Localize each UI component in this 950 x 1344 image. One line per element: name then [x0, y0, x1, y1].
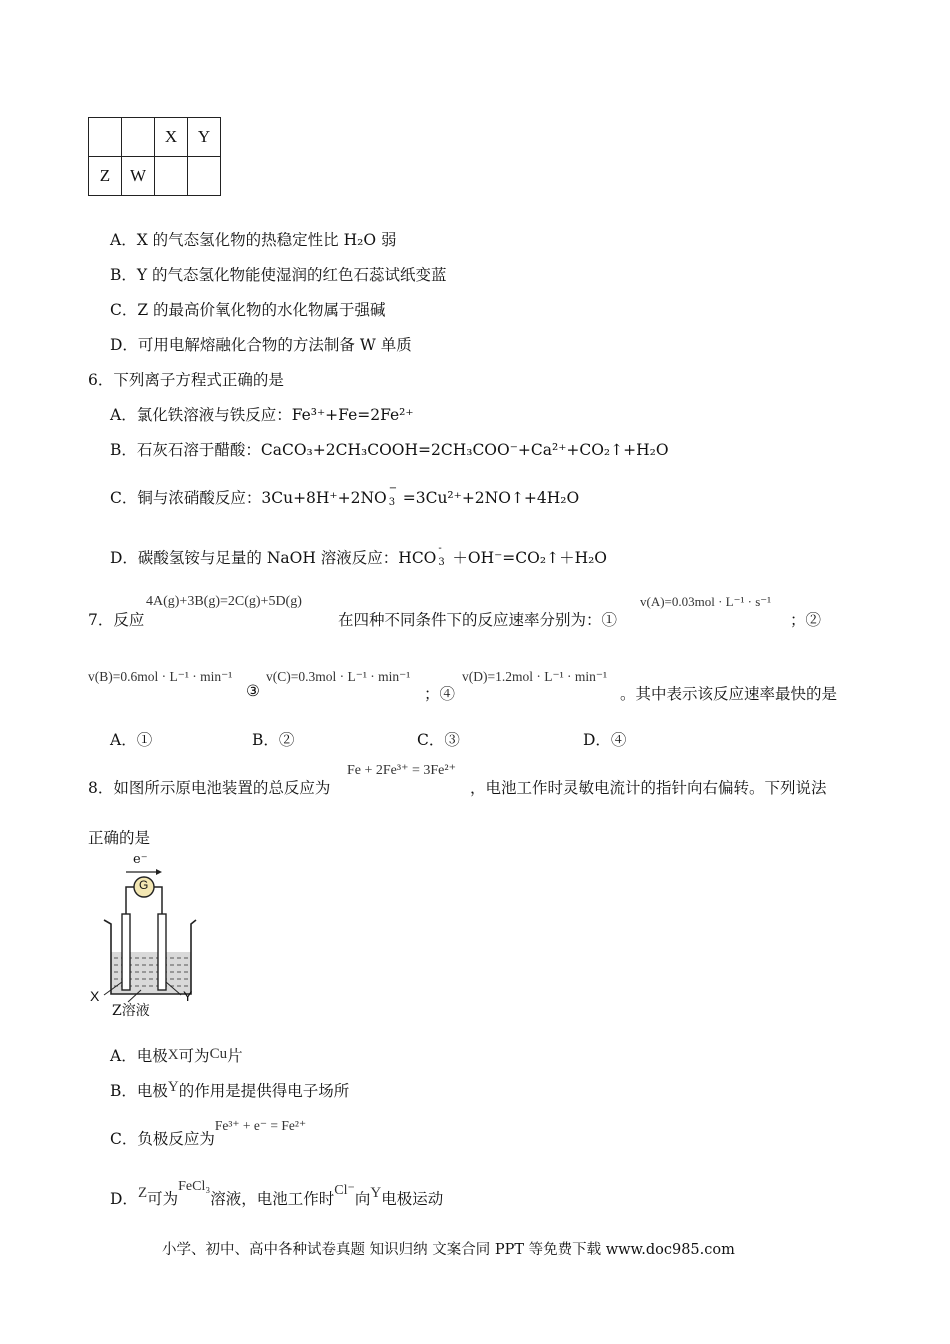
q7-rate-2: v(B)=0.6mol · L⁻¹ · min⁻¹	[88, 669, 233, 684]
fig-electron-label: e⁻	[133, 852, 148, 867]
wire-right	[154, 887, 162, 914]
electrode-y	[158, 914, 166, 990]
q7-equation: 4A(g)+3B(g)=2C(g)+5D(g)	[146, 594, 302, 609]
grid-cell: Z	[89, 157, 122, 196]
q8-a-post: 片	[227, 1047, 243, 1065]
q6-option-c	[110, 483, 580, 508]
q7-sep-3: ③	[246, 682, 260, 700]
q8-option-a	[110, 1044, 243, 1066]
q6-c-sup: 3	[388, 497, 396, 508]
fig-meter-label: G	[139, 878, 149, 892]
q6-c-pre: C．铜与浓硝酸反应：3Cu+8H⁺+2NO	[110, 489, 387, 507]
q8-a-cu: Cu	[209, 1046, 228, 1062]
q7-option-c: C．③	[417, 731, 460, 749]
grid-row	[89, 157, 221, 196]
q8-option-d	[110, 1179, 444, 1209]
q8-d-post: 电极运动	[381, 1190, 444, 1208]
q8-option-c	[110, 1118, 307, 1149]
q8-d-mid3: 向	[354, 1190, 371, 1208]
q8-a-x: X	[167, 1047, 179, 1063]
page-footer: 小学、初中、高中各种试卷真题 知识归纳 文案合同 PPT 等免费下载 www.doc985.com	[162, 1242, 735, 1258]
q5-option-c: C．Z 的最高价氧化物的水化物属于强碱	[110, 301, 386, 319]
q8-stem-post: ，电池工作时灵敏电流计的指针向右偏转。下列说法	[470, 779, 827, 797]
q8-a-pre: A．电极	[110, 1047, 168, 1065]
q7-option-d: D．④	[583, 731, 627, 749]
element-grid	[88, 117, 221, 196]
grid-cell	[188, 157, 221, 196]
q8-b-post: 的作用是提供得电子场所	[178, 1082, 350, 1100]
electrode-x	[122, 914, 130, 990]
grid-cell	[89, 118, 122, 157]
q8-b-y: Y	[167, 1079, 179, 1095]
q8-equation: Fe + 2Fe³⁺ = 3Fe²⁺	[347, 763, 456, 778]
q8-d-mid2: 溶液，电池工作时	[210, 1190, 335, 1208]
q5-option-a: A．X 的气态氢化物的热稳定性比 H₂O 弱	[110, 231, 397, 249]
q7-option-b: B．②	[252, 731, 295, 749]
q6-c-post: =3Cu²⁺+2NO↑+4H₂O	[402, 489, 580, 507]
q7-num: 7．反应	[88, 611, 145, 629]
q6-d-pre: D．碳酸氢铵与足量的 NaOH 溶液反应：HCO	[110, 549, 437, 567]
q8-d-fecl3: FeCl₃	[178, 1179, 211, 1194]
q8-c-pre: C．负极反应为	[110, 1130, 215, 1148]
q7-sep-2: ；②	[790, 611, 822, 629]
q8-d-y: Y	[370, 1185, 382, 1201]
q7-sep-4: ；④	[424, 685, 456, 703]
q6-d-bar: -	[438, 543, 442, 554]
q7-rate-3: v(C)=0.3mol · L⁻¹ · min⁻¹	[266, 669, 411, 684]
q5-option-b: B．Y 的气态氢化物能使湿润的红色石蕊试纸变蓝	[110, 266, 447, 284]
wire-left	[126, 887, 134, 914]
q7-rate-1: v(A)=0.03mol · L⁻¹ · s⁻¹	[640, 594, 772, 609]
q6-option-a: A．氯化铁溶液与铁反应：Fe³⁺+Fe=2Fe²⁺	[110, 406, 414, 424]
q8-c-eq: Fe³⁺ + e⁻ = Fe²⁺	[214, 1118, 307, 1133]
electron-arrowhead	[156, 869, 162, 875]
grid-cell: X	[155, 118, 188, 157]
q5-option-d: D．可用电解熔融化合物的方法制备 W 单质	[110, 336, 412, 354]
q7-mid: 在四种不同条件下的反应速率分别为：①	[338, 611, 618, 629]
grid-cell: Y	[188, 118, 221, 157]
q6-stem: 6．下列离子方程式正确的是	[88, 371, 284, 389]
fig-solution-label: Z溶液	[112, 1003, 150, 1019]
q8-d-cl: Cl⁻	[334, 1183, 355, 1198]
q6-c-bar: −	[388, 483, 398, 494]
q7-option-a: A．①	[110, 731, 153, 749]
grid-cell	[122, 118, 155, 157]
q6-option-d	[110, 543, 608, 568]
q8-option-b	[110, 1079, 349, 1101]
q8-b-pre: B．电极	[110, 1082, 168, 1100]
grid-cell	[155, 157, 188, 196]
fig-y-label: Y	[183, 988, 193, 1004]
q8-d-mid1: 可为	[147, 1190, 179, 1208]
q8-d-pre: D．	[110, 1190, 138, 1208]
q8-stem-pre: 8．如图所示原电池装置的总反应为	[88, 779, 331, 797]
q7-tail: 。其中表示该反应速率最快的是	[620, 685, 838, 703]
q6-option-b: B．石灰石溶于醋酸：CaCO₃+2CH₃COOH=2CH₃COO⁻+Ca²⁺+CO₂↑+H₂O	[110, 441, 669, 459]
fig-x-label: X	[90, 988, 100, 1004]
grid-row	[89, 118, 221, 157]
q7-rate-4: v(D)=1.2mol · L⁻¹ · min⁻¹	[462, 669, 608, 684]
grid-cell: W	[122, 157, 155, 196]
q8-stem-line2: 正确的是	[88, 829, 151, 847]
q8-d-z: Z	[137, 1185, 148, 1201]
q6-d-post: ＋OH⁻=CO₂↑＋H₂O	[452, 549, 608, 567]
q8-a-mid: 可为	[178, 1047, 210, 1065]
q6-d-sup: 3	[438, 557, 445, 568]
